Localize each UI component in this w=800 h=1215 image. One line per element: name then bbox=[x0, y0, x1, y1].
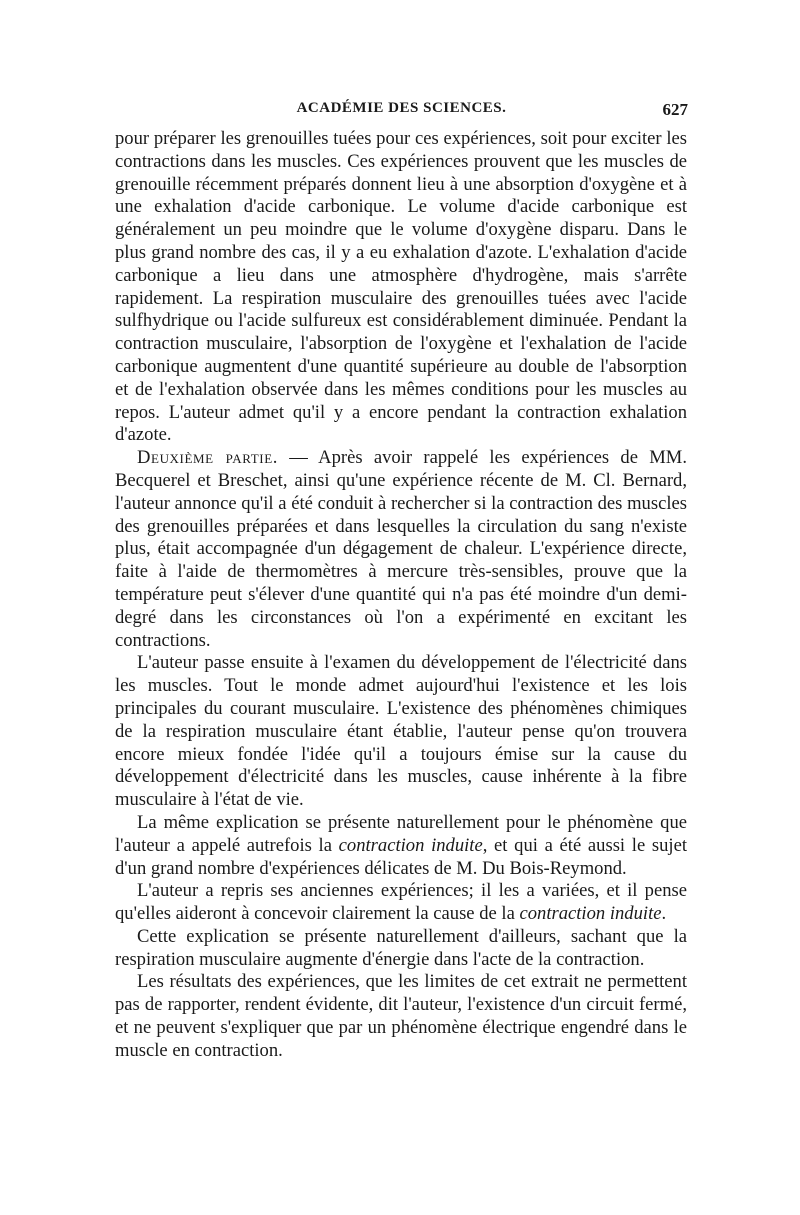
paragraph-deuxieme-partie bbox=[115, 447, 687, 652]
page-header bbox=[115, 100, 688, 124]
paragraph-text: L'auteur a repris ses anciennes expériences; il les a variées, et il pense qu'elles aideront à concevoir clairement la cause de la bbox=[115, 880, 687, 925]
page-number: 627 bbox=[662, 100, 688, 119]
paragraph-electricite: L'auteur passe ensuite à l'examen du développement de l'électricité dans les muscles. Tout le monde admet aujourd'hui l'existence et les lois principales du courant musculaire. L'existence des phénomènes chimiques de la respiration musculaire étant établie, l'auteur pense qu'on trouvera encore mieux fondée l'idée qu'il a toujours émise sur la cause du développement d'électricité dans les muscles, cause inhérente à la fibre musculaire à l'état de vie. bbox=[115, 652, 687, 811]
paragraph-continuation: pour préparer les grenouilles tuées pour ces expériences, soit pour exciter les contractions dans les muscles. Ces expériences prouvent que les muscles de grenouille récemment préparés donnent lieu à une absorption d'oxygène et à une exhalation d'acide carbonique. Le volume d'acide carbonique est généralement un peu moindre que le volume d'oxygène disparu. Dans le plus grand nombre des cas, il y a eu exhalation d'azote. L'exhalation d'acide carbonique a lieu dans une atmosphère d'hydrogène, mais s'arrête rapidement. La respiration musculaire des grenouilles tuées avec l'acide sulfhydrique ou l'acide sulfureux est considérablement diminuée. Pendant la contraction musculaire, l'absorption de l'oxygène et l'exhalation de l'acide carbonique augmentent d'une quantité supérieure au double de l'absorption et de l'exhalation observée dans les mêmes conditions pour les muscles au repos. L'auteur admet qu'il y a encore pendant la contraction exhalation d'azote. bbox=[115, 128, 687, 446]
paragraph-text: La même explication se présente naturellement pour le phénomène que l'auteur a appelé autrefois la bbox=[115, 811, 687, 856]
paragraph-explication: Cette explication se présente naturellement d'ailleurs, sachant que la respiration musculaire augmente d'énergie dans l'acte de la contraction. bbox=[115, 925, 687, 970]
running-title: ACADÉMIE DES SCIENCES. bbox=[296, 100, 507, 116]
paragraph-experiences bbox=[115, 880, 687, 926]
paragraph-contraction-induite bbox=[115, 812, 687, 880]
paragraph-text: . bbox=[661, 903, 667, 925]
italic-term: contraction induite bbox=[519, 903, 662, 925]
body-text bbox=[115, 128, 687, 1063]
section-label: Deuxième partie. bbox=[137, 447, 278, 469]
paragraph-resultats: Les résultats des expériences, que les limites de cet extrait ne permettent pas de rapporter, rendent évidente, dit l'auteur, l'existence d'un circuit fermé, et ne peuvent s'expliquer que par un phénomène électrique engendré dans le muscle en contraction. bbox=[115, 971, 687, 1061]
paragraph-text: , et qui a été aussi le sujet d'un grand nombre d'expériences délicates de M. Du Bois-Reymond. bbox=[115, 834, 688, 879]
paragraph-text: — Après avoir rappelé les expériences de MM. Becquerel et Breschet, ainsi qu'une expérience récente de M. Cl. Bernard, l'auteur annonce qu'il a été conduit à rechercher si la contraction des muscles des grenouilles préparées et dans lesquelles la circulation du sang n'existe plus, était accompagnée d'un dégagement de chaleur. L'expérience directe, faite à l'aide de thermomètres à mercure très-sensibles, prouve que la température peut s'élever d'une quantité qui n'a pas été moindre d'un demi-degré dans les circonstances où l'on a expérimenté en excitant les contractions. bbox=[115, 447, 687, 651]
italic-term: contraction induite bbox=[338, 834, 483, 856]
